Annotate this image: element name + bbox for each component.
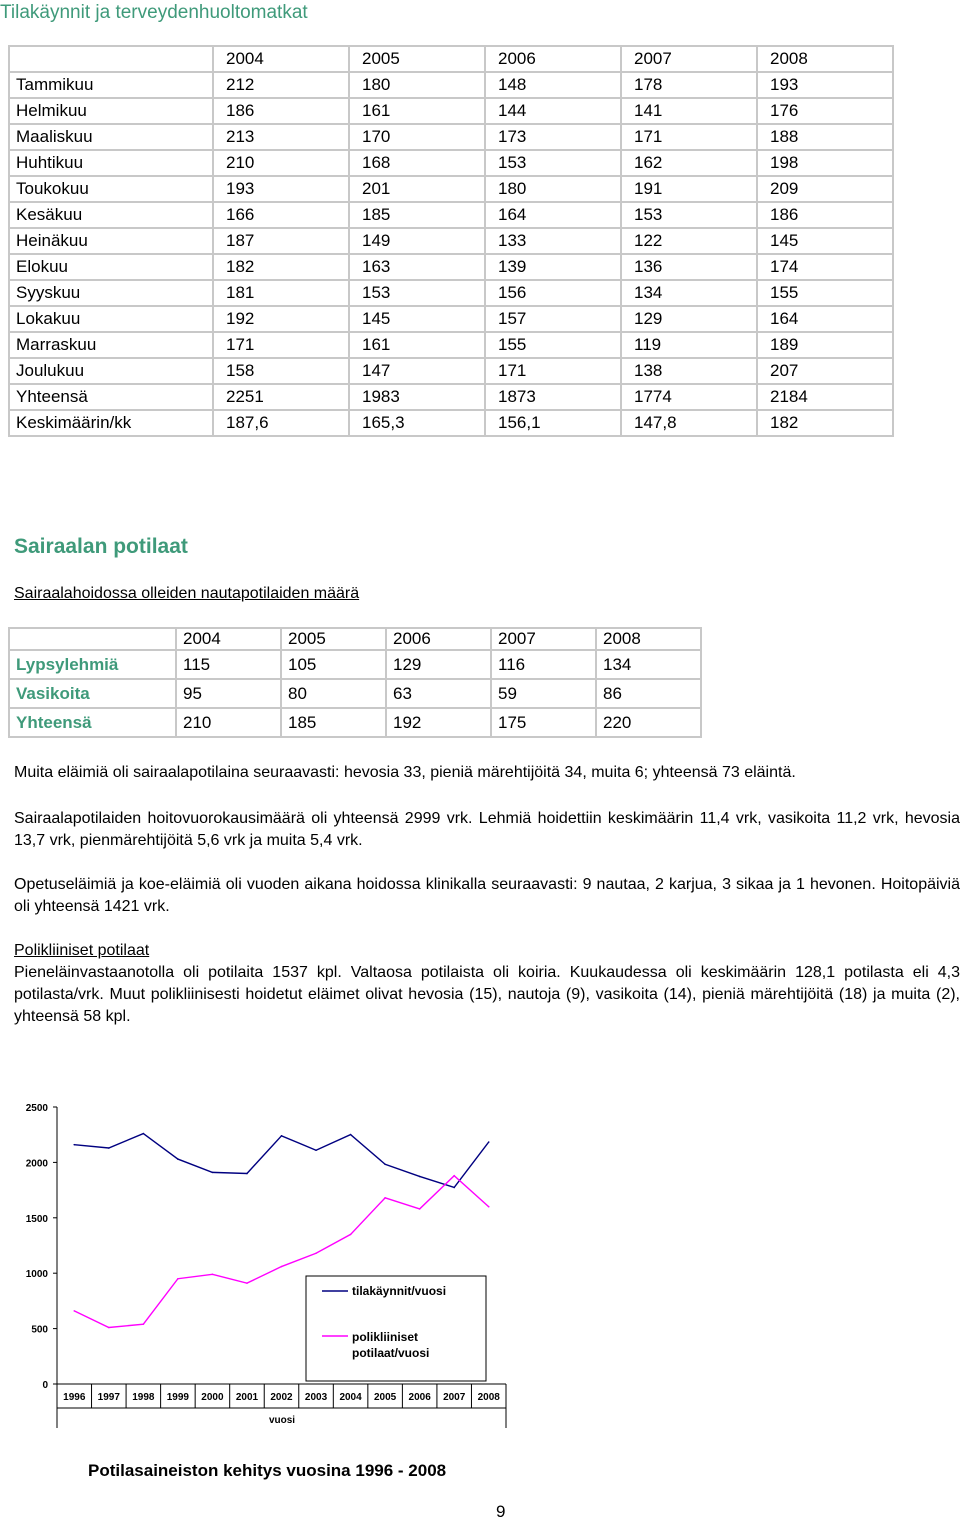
table-cell: 181 xyxy=(213,280,349,306)
year-header-2004: 2004 xyxy=(176,628,281,650)
row-label: Keskimäärin/kk xyxy=(9,410,213,436)
chart-caption: Potilasaineiston kehitys vuosina 1996 - 2008 xyxy=(88,1461,447,1480)
table-row xyxy=(9,650,701,679)
x-tick-label: 2008 xyxy=(477,1392,500,1403)
table-cell: 119 xyxy=(621,332,757,358)
table-cell: 185 xyxy=(349,202,485,228)
table-cell: 59 xyxy=(491,679,596,708)
table-cell: 210 xyxy=(176,708,281,737)
row-label: Lypsylehmiä xyxy=(9,650,176,679)
table-cell: 192 xyxy=(386,708,491,737)
table-row xyxy=(9,202,893,228)
data-point xyxy=(281,1135,283,1137)
table-cell: 178 xyxy=(621,72,757,98)
data-point xyxy=(108,1327,110,1329)
data-point xyxy=(73,1144,75,1146)
data-point xyxy=(384,1197,386,1199)
table-cell: 122 xyxy=(621,228,757,254)
treatment-days-paragraph: Sairaalapotilaiden hoitovuorokausimäärä oli yhteensä 2999 vrk. Lehmiä hoidettiin keskimäärin 11,4 vrk, vasikoita 11,2 vrk, hevosia 13,7 vrk, pienmärehtijöitä 5,6 vrk ja muita 5,4 vrk. xyxy=(14,810,960,849)
outpatients-heading: Polikliiniset potilaat xyxy=(14,942,150,959)
y-tick-label: 2500 xyxy=(25,1103,48,1114)
section-title-hospital: Sairaalan potilaat xyxy=(14,535,188,558)
x-tick-label: 2006 xyxy=(408,1392,431,1403)
table-cell: 171 xyxy=(621,124,757,150)
x-tick-label: 2007 xyxy=(443,1392,466,1403)
year-header-2005: 2005 xyxy=(349,46,485,72)
data-point xyxy=(315,1252,317,1254)
cattle-patients-table xyxy=(8,627,702,738)
table-row xyxy=(9,332,893,358)
year-header-2008: 2008 xyxy=(596,628,701,650)
data-point xyxy=(177,1278,179,1280)
header-corner-cell xyxy=(9,46,213,72)
year-header-2005: 2005 xyxy=(281,628,386,650)
x-tick-label: 1998 xyxy=(132,1392,155,1403)
table-row xyxy=(9,708,701,737)
row-label: Helmikuu xyxy=(9,98,213,124)
table-cell: 209 xyxy=(757,176,893,202)
table-cell: 147,8 xyxy=(621,410,757,436)
table-cell: 182 xyxy=(757,410,893,436)
table-cell: 180 xyxy=(485,176,621,202)
table-cell: 168 xyxy=(349,150,485,176)
table-cell: 189 xyxy=(757,332,893,358)
x-tick-label: 1996 xyxy=(63,1392,86,1403)
table-row xyxy=(9,176,893,202)
table-cell: 193 xyxy=(213,176,349,202)
table-cell: 144 xyxy=(485,98,621,124)
year-header-2006: 2006 xyxy=(386,628,491,650)
year-header-2004: 2004 xyxy=(213,46,349,72)
table-cell: 171 xyxy=(213,332,349,358)
table-cell: 156 xyxy=(485,280,621,306)
header-row xyxy=(9,628,701,650)
monthly-visits-table xyxy=(8,45,894,437)
data-point xyxy=(419,1176,421,1178)
header-row xyxy=(9,46,893,72)
table-cell: 80 xyxy=(281,679,386,708)
table-cell: 182 xyxy=(213,254,349,280)
legend-label-outpatients-line2: potilaat/vuosi xyxy=(352,1346,430,1360)
table-cell: 153 xyxy=(621,202,757,228)
table-cell: 207 xyxy=(757,358,893,384)
data-point xyxy=(246,1282,248,1284)
table-cell: 115 xyxy=(176,650,281,679)
table-cell: 145 xyxy=(757,228,893,254)
table-cell: 201 xyxy=(349,176,485,202)
x-tick-label: 1997 xyxy=(97,1392,120,1403)
table-cell: 170 xyxy=(349,124,485,150)
table-cell: 133 xyxy=(485,228,621,254)
data-point xyxy=(143,1133,145,1135)
table-cell: 129 xyxy=(386,650,491,679)
table-cell: 2251 xyxy=(213,384,349,410)
table-cell: 138 xyxy=(621,358,757,384)
data-point xyxy=(419,1208,421,1210)
y-tick-label: 1500 xyxy=(25,1213,48,1225)
table-cell: 164 xyxy=(757,306,893,332)
row-label: Lokakuu xyxy=(9,306,213,332)
x-axis-label: vuosi xyxy=(268,1415,296,1426)
x-tick-label: 2001 xyxy=(235,1392,259,1403)
table-cell: 163 xyxy=(349,254,485,280)
data-point xyxy=(212,1172,214,1174)
legend-label-outpatients-line1: polikliiniset xyxy=(352,1330,419,1344)
x-tick-label: 2000 xyxy=(201,1392,224,1403)
table-row xyxy=(9,72,893,98)
table-cell: 161 xyxy=(349,332,485,358)
table-row xyxy=(9,254,893,280)
row-label: Tammikuu xyxy=(9,72,213,98)
data-point xyxy=(315,1149,317,1151)
y-tick-label: 500 xyxy=(31,1324,48,1336)
row-label: Heinäkuu xyxy=(9,228,213,254)
table-cell: 136 xyxy=(621,254,757,280)
y-tick-label: 1000 xyxy=(25,1269,48,1281)
page-number: 9 xyxy=(496,1502,506,1521)
table-cell: 192 xyxy=(213,306,349,332)
year-header-2007: 2007 xyxy=(621,46,757,72)
table-cell: 105 xyxy=(281,650,386,679)
table-row xyxy=(9,410,893,436)
series-line-farm-visits xyxy=(74,1134,488,1188)
table-cell: 158 xyxy=(213,358,349,384)
table-cell: 193 xyxy=(757,72,893,98)
data-point xyxy=(143,1323,145,1325)
table-cell: 148 xyxy=(485,72,621,98)
table-cell: 162 xyxy=(621,150,757,176)
row-label: Elokuu xyxy=(9,254,213,280)
outpatients-paragraph: Pieneläinvastaanotolla oli potilaita 1537 kpl. Valtaosa potilaista oli koiria. Kuukaudessa oli keskimäärin 128,1 potilasta eli 4,3 potilasta/vrk. Muut polikliinisesti hoidetut eläimet olivat hevosia (15), nautoja (9), vasikoita (14), pieniä märehtijöitä (18) ja muita (2), yhteensä 58 kpl. xyxy=(14,964,960,1025)
table-cell: 166 xyxy=(213,202,349,228)
table-cell: 2184 xyxy=(757,384,893,410)
patient-trend-chart xyxy=(0,1090,560,1435)
row-label: Marraskuu xyxy=(9,332,213,358)
data-point xyxy=(384,1163,386,1165)
year-header-2007: 2007 xyxy=(491,628,596,650)
table-cell: 171 xyxy=(485,358,621,384)
row-label: Yhteensä xyxy=(9,708,176,737)
table-cell: 174 xyxy=(757,254,893,280)
data-point xyxy=(453,1187,455,1189)
table-cell: 155 xyxy=(485,332,621,358)
y-tick-label: 0 xyxy=(42,1380,48,1391)
table-row xyxy=(9,679,701,708)
table-cell: 139 xyxy=(485,254,621,280)
table-row xyxy=(9,98,893,124)
row-label: Kesäkuu xyxy=(9,202,213,228)
data-point xyxy=(350,1134,352,1136)
row-label: Yhteensä xyxy=(9,384,213,410)
header-corner-cell xyxy=(9,628,176,650)
table-cell: 149 xyxy=(349,228,485,254)
table-cell: 198 xyxy=(757,150,893,176)
table-row xyxy=(9,384,893,410)
table-row xyxy=(9,150,893,176)
hospital-table-subtitle: Sairaalahoidossa olleiden nautapotilaiden määrä xyxy=(14,585,360,602)
data-point xyxy=(488,1206,490,1208)
table-cell: 1983 xyxy=(349,384,485,410)
x-tick-label: 1999 xyxy=(166,1392,190,1403)
table-cell: 147 xyxy=(349,358,485,384)
table-cell: 134 xyxy=(621,280,757,306)
table-cell: 187,6 xyxy=(213,410,349,436)
table-cell: 212 xyxy=(213,72,349,98)
data-point xyxy=(246,1173,248,1175)
table-cell: 191 xyxy=(621,176,757,202)
table-cell: 173 xyxy=(485,124,621,150)
x-tick-label: 2003 xyxy=(304,1392,328,1403)
table-row xyxy=(9,280,893,306)
table-cell: 186 xyxy=(757,202,893,228)
table-cell: 165,3 xyxy=(349,410,485,436)
other-animals-paragraph: Muita eläimiä oli sairaalapotilaina seuraavasti: hevosia 33, pieniä märehtijöitä 34, muita 6; yhteensä 73 eläintä. xyxy=(14,764,796,781)
data-point xyxy=(73,1310,75,1312)
row-label: Huhtikuu xyxy=(9,150,213,176)
data-point xyxy=(108,1147,110,1149)
table-cell: 153 xyxy=(485,150,621,176)
table-cell: 220 xyxy=(596,708,701,737)
table-cell: 129 xyxy=(621,306,757,332)
data-point xyxy=(453,1175,455,1177)
section-title-visits: Tilakäynnit ja terveydenhuoltomatkat xyxy=(0,2,308,23)
legend-label-farm-visits: tilakäynnit/vuosi xyxy=(352,1284,447,1298)
table-row xyxy=(9,124,893,150)
teaching-animals-paragraph: Opetuseläimiä ja koe-eläimiä oli vuoden aikana hoidossa klinikalla seuraavasti: 9 nautaa, 2 karjua, 3 sikaa ja 1 hevonen. Hoitopäiviä oli yhteensä 1421 vrk. xyxy=(14,876,960,915)
x-tick-label: 2005 xyxy=(373,1392,397,1403)
table-cell: 161 xyxy=(349,98,485,124)
table-cell: 95 xyxy=(176,679,281,708)
table-cell: 141 xyxy=(621,98,757,124)
table-cell: 164 xyxy=(485,202,621,228)
table-cell: 175 xyxy=(491,708,596,737)
table-cell: 176 xyxy=(757,98,893,124)
y-tick-label: 2000 xyxy=(25,1158,48,1170)
table-cell: 186 xyxy=(213,98,349,124)
data-point xyxy=(488,1141,490,1143)
row-label: Syyskuu xyxy=(9,280,213,306)
table-cell: 185 xyxy=(281,708,386,737)
table-cell: 145 xyxy=(349,306,485,332)
table-row xyxy=(9,306,893,332)
table-cell: 86 xyxy=(596,679,701,708)
data-point xyxy=(212,1274,214,1276)
table-cell: 213 xyxy=(213,124,349,150)
year-header-2006: 2006 xyxy=(485,46,621,72)
table-cell: 155 xyxy=(757,280,893,306)
table-cell: 210 xyxy=(213,150,349,176)
table-cell: 157 xyxy=(485,306,621,332)
table-cell: 134 xyxy=(596,650,701,679)
table-cell: 153 xyxy=(349,280,485,306)
table-cell: 188 xyxy=(757,124,893,150)
x-tick-label: 2002 xyxy=(270,1392,293,1403)
table-cell: 180 xyxy=(349,72,485,98)
table-row xyxy=(9,358,893,384)
row-label: Joulukuu xyxy=(9,358,213,384)
x-tick-label: 2004 xyxy=(339,1392,362,1403)
table-cell: 63 xyxy=(386,679,491,708)
table-cell: 116 xyxy=(491,650,596,679)
table-cell: 187 xyxy=(213,228,349,254)
row-label: Maaliskuu xyxy=(9,124,213,150)
table-row xyxy=(9,228,893,254)
data-point xyxy=(281,1266,283,1268)
data-point xyxy=(350,1234,352,1236)
table-cell: 1873 xyxy=(485,384,621,410)
year-header-2008: 2008 xyxy=(757,46,893,72)
table-cell: 156,1 xyxy=(485,410,621,436)
data-point xyxy=(177,1158,179,1160)
row-label: Vasikoita xyxy=(9,679,176,708)
row-label: Toukokuu xyxy=(9,176,213,202)
table-cell: 1774 xyxy=(621,384,757,410)
